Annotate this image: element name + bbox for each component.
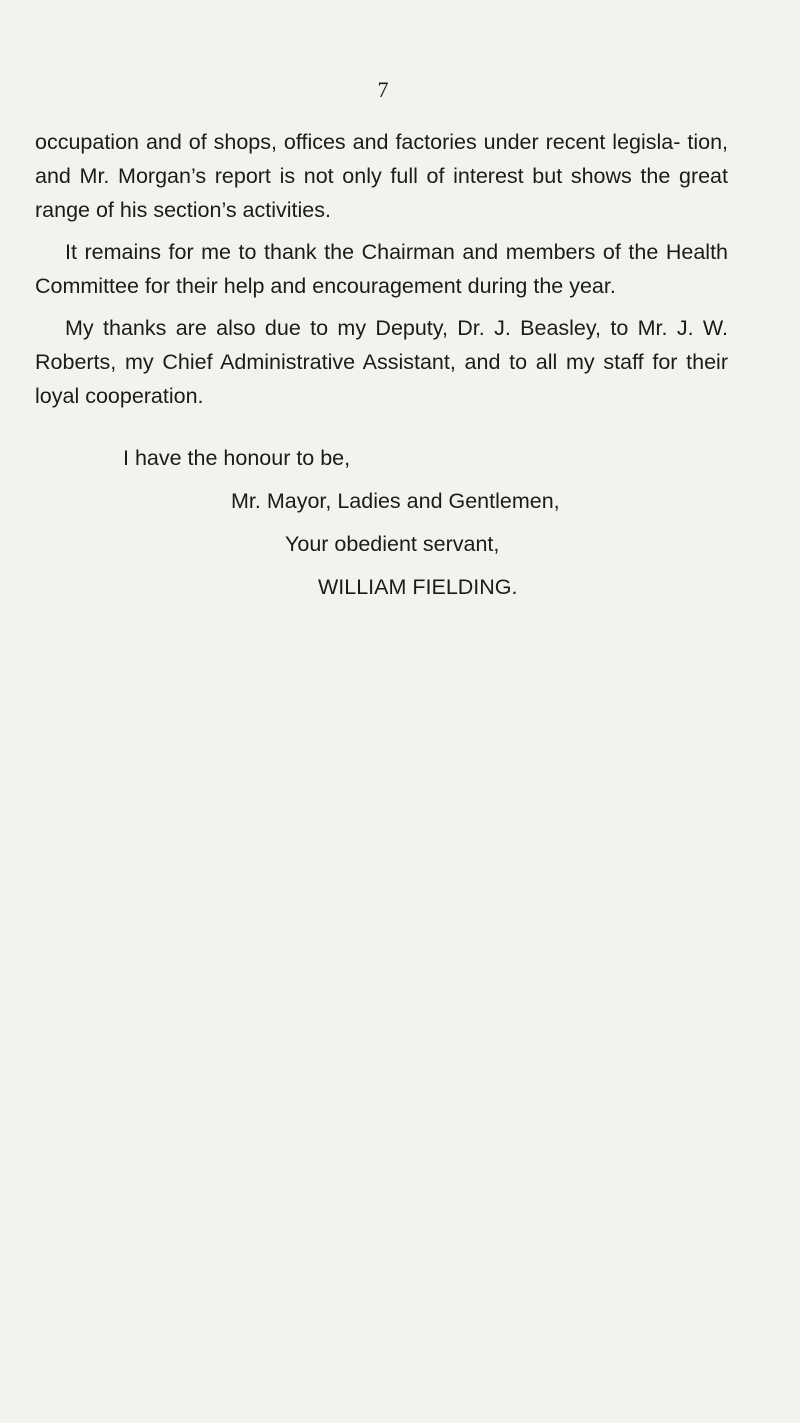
page-number: 7	[377, 77, 389, 102]
closing-line-honour: I have the honour to be,	[123, 446, 351, 470]
closing-line-servant: Your obedient servant,	[285, 532, 500, 556]
paragraph-continuation: occupation and of shops, offices and factories under recent legisla- tion, and Mr. Morgan’s report is not only full of interest but shows the great range of his section’s activities.	[35, 130, 728, 222]
signature-name: WILLIAM FIELDING.	[318, 575, 518, 599]
paragraph-thanks-committee: It remains for me to thank the Chairman and members of the Health Committee for their help and encouragement during the year.	[35, 240, 728, 298]
letter-body	[35, 125, 728, 421]
closing-line-salutation: Mr. Mayor, Ladies and Gentlemen,	[231, 489, 560, 513]
paragraph-thanks-staff: My thanks are also due to my Deputy, Dr. J. Beasley, to Mr. J. W. Roberts, my Chief Administrative Assistant, and to all my staff for their loyal cooperation.	[35, 316, 728, 408]
